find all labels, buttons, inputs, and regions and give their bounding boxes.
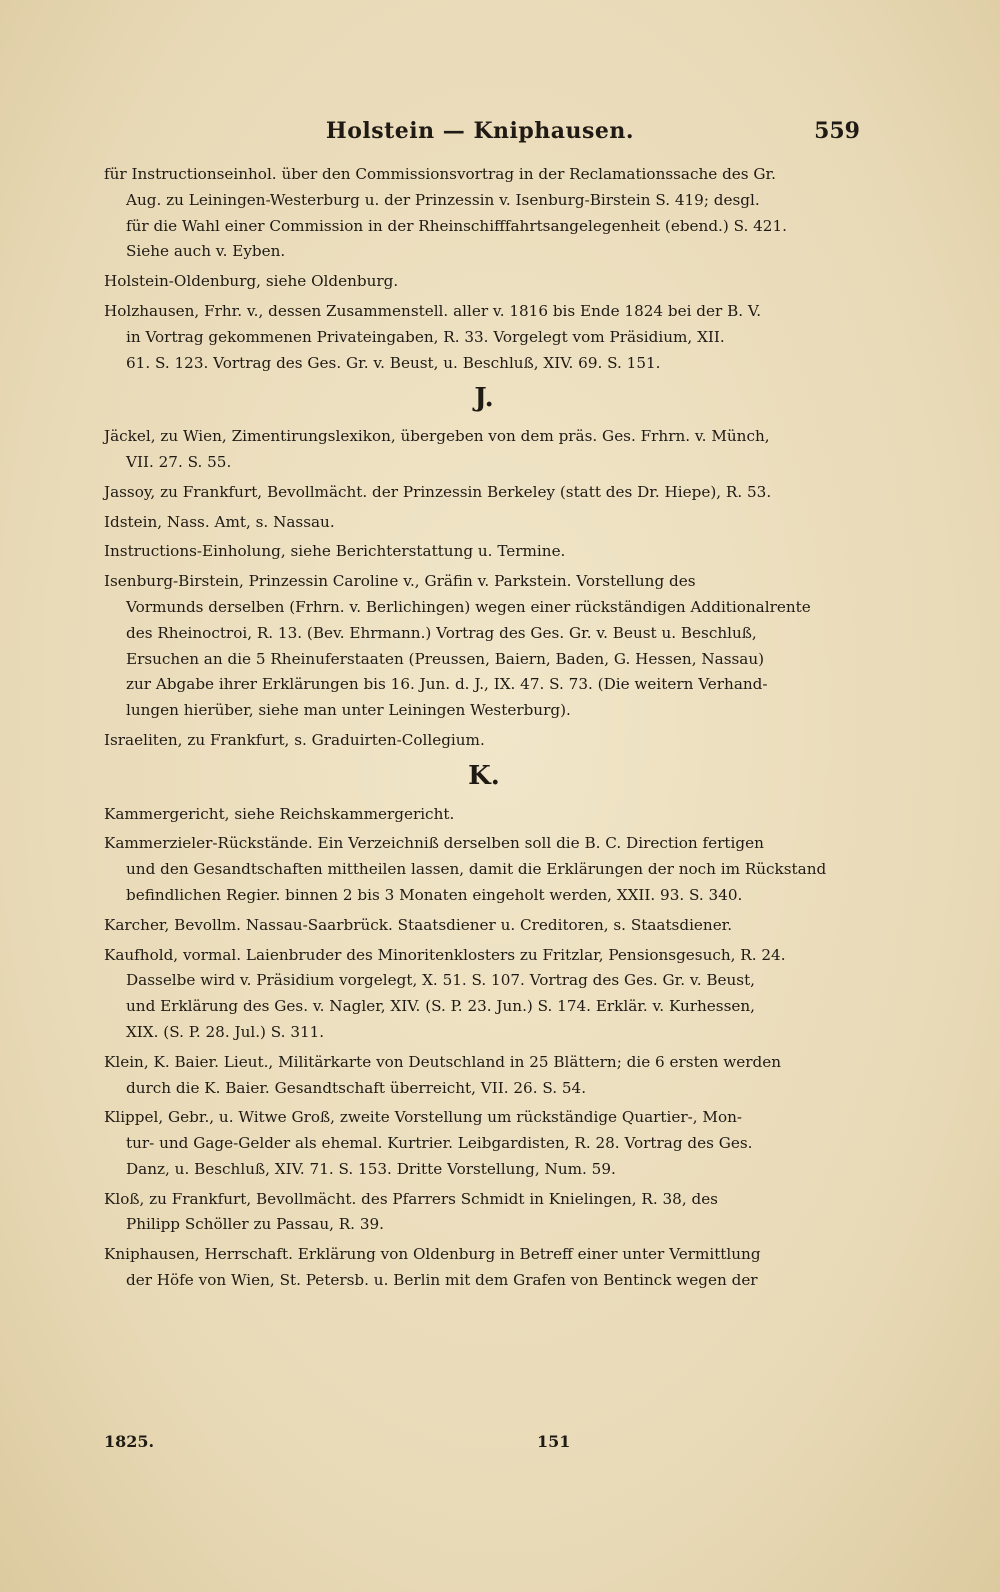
entry-line: Kaufhold, vormal. Laienbruder des Minoritenklosters zu Fritzlar, Pensionsgesuch, R. 24. — [104, 945, 786, 964]
entry-line: durch die K. Baier. Gesandtschaft überreicht, VII. 26. S. 54. — [126, 1078, 587, 1097]
index-entry — [104, 1187, 864, 1239]
entry-line: und den Gesandtschaften mittheilen lassen, damit die Erklärungen der noch im Rückstand — [126, 860, 827, 879]
entry-line: Dasselbe wird v. Präsidium vorgelegt, X. 51. S. 107. Vortrag des Ges. Gr. v. Beust, — [126, 971, 756, 990]
footer-signature: 151 — [537, 1432, 571, 1451]
entry-line: Holzhausen, Frhr. v., dessen Zusammenstell. aller v. 1816 bis Ende 1824 bei der B. V. — [104, 301, 762, 320]
entry-line: Kloß, zu Frankfurt, Bevollmächt. des Pfarrers Schmidt in Knielingen, R. 38, des — [104, 1189, 718, 1208]
index-entry — [104, 162, 864, 265]
entry-line: Idstein, Nass. Amt, s. Nassau. — [104, 512, 335, 531]
running-title: Holstein — Kniphausen. — [325, 118, 635, 144]
section-heading-k: K. — [468, 760, 500, 791]
entry-line: Instructions-Einholung, siehe Berichterstattung u. Termine. — [104, 542, 566, 561]
index-entry — [104, 1105, 864, 1182]
entry-line: Philipp Schöller zu Passau, R. 39. — [126, 1215, 384, 1234]
index-entry — [104, 913, 864, 939]
entry-line: XIX. (S. P. 28. Jul.) S. 311. — [126, 1022, 325, 1041]
entry-line: in Vortrag gekommenen Privateingaben, R. 33. Vorgelegt vom Präsidium, XII. — [126, 327, 725, 346]
entry-line: Kammerzieler-Rückstände. Ein Verzeichniß derselben soll die B. C. Direction fertigen — [104, 834, 764, 853]
entry-line: Siehe auch v. Eyben. — [126, 242, 286, 261]
entry-line: für Instructionseinhol. über den Commissionsvortrag in der Reclamationssache des Gr. — [104, 165, 776, 183]
entries-k — [104, 802, 864, 1294]
entry-line: des Rheinoctroi, R. 13. (Bev. Ehrmann.) Vortrag des Ges. Gr. v. Beust u. Beschluß, — [126, 623, 757, 642]
entry-line: befindlichen Regier. binnen 2 bis 3 Monaten eingeholt werden, XXII. 93. S. 340. — [126, 885, 743, 904]
entry-line: lungen hierüber, siehe man unter Leiningen Westerburg). — [126, 701, 571, 720]
entry-line: Kammergericht, siehe Reichskammergericht. — [104, 804, 455, 823]
index-entry — [104, 299, 864, 376]
entry-line: Jassoy, zu Frankfurt, Bevollmächt. der Prinzessin Berkeley (statt des Dr. Hiepe), R. 53. — [104, 482, 772, 501]
page-header — [100, 118, 860, 154]
entry-line: Jäckel, zu Wien, Zimentirungslexikon, übergeben von dem präs. Ges. Frhrn. v. Münch, — [104, 427, 770, 446]
entry-line: Aug. zu Leiningen-Westerburg u. der Prinzessin v. Isenburg-Birstein S. 419; desgl. — [126, 190, 760, 209]
entry-line: Danz, u. Beschluß, XIV. 71. S. 153. Dritte Vorstellung, Num. 59. — [126, 1159, 616, 1178]
entry-line: Isenburg-Birstein, Prinzessin Caroline v., Gräfin v. Parkstein. Vorstellung des — [104, 572, 696, 591]
index-entry — [104, 269, 864, 295]
index-entry — [104, 831, 864, 908]
index-entry — [104, 728, 864, 754]
entry-line: Ersuchen an die 5 Rheinuferstaaten (Preussen, Baiern, Baden, G. Hessen, Nassau) — [126, 649, 765, 668]
entry-line: Klein, K. Baier. Lieut., Militärkarte von Deutschland in 25 Blättern; die 6 ersten werden — [104, 1052, 782, 1071]
index-entry — [104, 539, 864, 565]
entry-line: Vormunds derselben (Frhrn. v. Berlichingen) wegen einer rückständigen Additionalrente — [126, 597, 811, 616]
index-entry — [104, 569, 864, 724]
index-entry — [104, 1050, 864, 1102]
index-entry — [104, 1242, 864, 1294]
index-entry — [104, 943, 864, 1046]
entry-line: zur Abgabe ihrer Erklärungen bis 16. Jun. d. J., IX. 47. S. 73. (Die weitern Verhand- — [126, 675, 768, 694]
footer-year: 1825. — [104, 1432, 155, 1451]
entry-line: Israeliten, zu Frankfurt, s. Graduirten-Collegium. — [104, 730, 485, 749]
index-text — [104, 162, 864, 1298]
index-entry — [104, 424, 864, 476]
section-heading-j: J. — [474, 383, 494, 414]
entry-line: tur- und Gage-Gelder als ehemal. Kurtrier. Leibgardisten, R. 28. Vortrag des Ges. — [126, 1134, 753, 1153]
entry-line: 61. S. 123. Vortrag des Ges. Gr. v. Beust, u. Beschluß, XIV. 69. S. 151. — [126, 353, 661, 372]
index-entry — [104, 510, 864, 536]
entry-line: Holstein-Oldenburg, siehe Oldenburg. — [104, 272, 399, 291]
index-entry — [104, 480, 864, 506]
index-entry — [104, 802, 864, 828]
entry-line: der Höfe von Wien, St. Petersb. u. Berlin mit dem Grafen von Bentinck wegen der — [126, 1271, 758, 1290]
page-number: 559 — [814, 118, 860, 144]
entry-line: für die Wahl einer Commission in der Rheinschifffahrtsangelegenheit (ebend.) S. 421. — [126, 216, 787, 235]
page-footer — [104, 1432, 864, 1460]
entries-top — [104, 162, 864, 376]
entry-line: Kniphausen, Herrschaft. Erklärung von Oldenburg in Betreff einer unter Vermittlung — [104, 1245, 761, 1264]
entry-line: Klippel, Gebr., u. Witwe Groß, zweite Vorstellung um rückständige Quartier-, Mon- — [104, 1108, 743, 1127]
entry-line: Karcher, Bevollm. Nassau-Saarbrück. Staatsdiener u. Creditoren, s. Staatsdiener. — [104, 915, 733, 934]
entry-line: und Erklärung des Ges. v. Nagler, XIV. (S. P. 23. Jun.) S. 174. Erklär. v. Kurhessen, — [126, 997, 755, 1016]
entry-line: VII. 27. S. 55. — [126, 452, 232, 471]
entries-j — [104, 424, 864, 754]
